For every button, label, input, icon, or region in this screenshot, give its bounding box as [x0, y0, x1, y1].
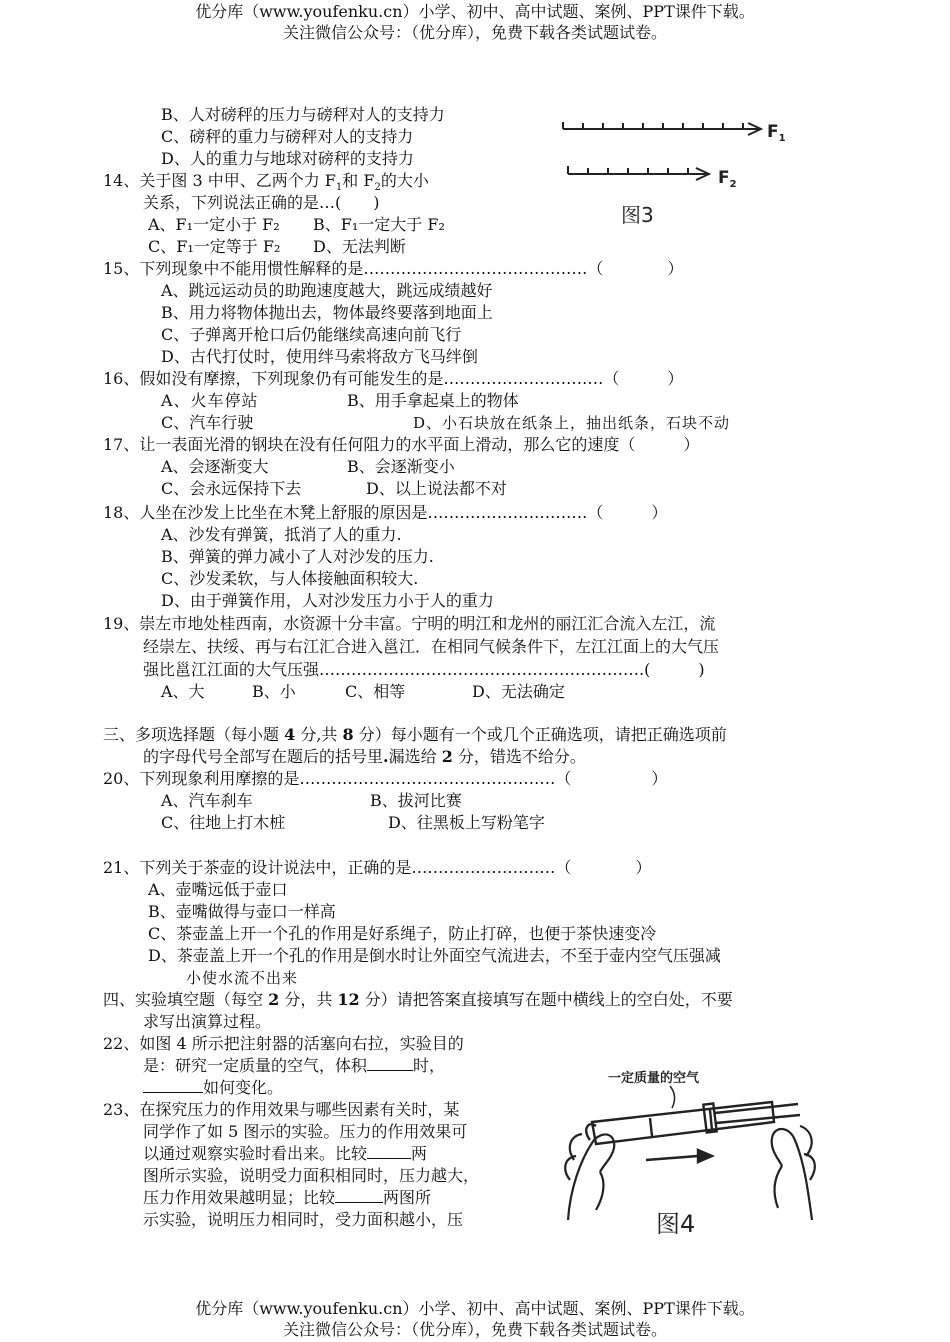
figure-3-caption: 图3	[621, 203, 654, 227]
q16-option-d: D、小石块放在纸条上，抽出纸条，石块不动	[413, 414, 731, 432]
q20-option-c: C、往地上打木桩	[161, 813, 286, 832]
q23-answer-blank-1[interactable]	[367, 1144, 411, 1159]
q19-stem-line-1: 19、崇左市地处桂西南，水资源十分丰富。宁明的明江和龙州的丽江汇合流入左江，流	[103, 614, 716, 633]
q15-stem: 15、下列现象中不能用惯性解释的是……………………………………（ ）	[103, 259, 684, 278]
q19-stem-line-3: 强比邕江江面的大气压强…………………………………………………….( )	[143, 660, 705, 679]
q18-option-a: A、沙发有弹簧，抵消了人的重力.	[161, 525, 402, 544]
q20-option-a: A、汽车刹车	[161, 791, 253, 810]
f1-label: $F_1$	[767, 122, 786, 144]
footer-line-2: 关注微信公众号：（优分库），免费下载各类试题试卷。	[282, 1320, 667, 1339]
q14-stem-line-1: 14、关于图 3 中甲、乙两个力 $F_1$和 $F_2$的大小	[103, 171, 429, 194]
q23-answer-blank-2[interactable]	[335, 1188, 383, 1203]
figure-4	[560, 1060, 820, 1240]
q19-option-c: C、相等	[345, 682, 406, 701]
q14-option-c: C、F₁一定等于 F₂	[148, 237, 281, 256]
q17-option-c: C、会永远保持下去	[161, 479, 302, 498]
q22-stem-line-2: 是：研究一定质量的空气，体积 时，	[143, 1056, 446, 1075]
left-hand	[565, 1134, 614, 1220]
syringe	[586, 1102, 800, 1144]
q23-stem-line-1: 23、在探究压力的作用效果与哪些因素有关时，某	[103, 1100, 460, 1119]
q15-option-b: B、用力将物体抛出去，物体最终要落到地面上	[161, 303, 493, 322]
q16-option-b: B、用手拿起桌上的物体	[347, 391, 519, 410]
q21-option-a: A、壶嘴远低于壶口	[148, 880, 288, 899]
q14-stem-line-2: 关系，下列说法正确的是…( )	[143, 193, 380, 212]
q22-answer-blank-1[interactable]	[367, 1056, 413, 1071]
section-3-heading-line-2: 的字母代号全部写在题后的括号里.漏选给 2 分，错选不给分。	[143, 747, 586, 766]
footer-line-1: 优分库（www.youfenku.cn）小学、初中、高中试题、案例、PPT课件下载。	[195, 1299, 755, 1318]
q19-option-d: D、无法确定	[472, 682, 565, 701]
q21-option-c: C、茶壶盖上开一个孔的作用是好系绳子，防止打碎，也便于茶快速变冷	[148, 924, 657, 943]
section-4-heading-line-1: 四、实验填空题（每空 2 分，共 12 分）请把答案直接填写在题中横线上的空白处，不要	[103, 990, 733, 1009]
q21-stem: 21、下列关于茶壶的设计说法中，正确的是………………………（ ）	[103, 858, 652, 877]
label-pointer	[670, 1086, 675, 1108]
q23-stem-line-6: 示实验，说明压力相同时，受力面积越小，压	[143, 1210, 464, 1229]
figure-4-top-label: 一定质量的空气	[608, 1071, 700, 1086]
q22-stem-line-1: 22、如图 4 所示把注射器的活塞向右拉，实验目的	[103, 1034, 464, 1053]
q22-stem-line-3: 如何变化。	[143, 1077, 283, 1099]
right-hand	[772, 1126, 815, 1220]
q20-stem: 20、下列现象利用摩擦的是…………………………………………（ ）	[103, 769, 668, 788]
q18-option-c: C、沙发柔软，与人体接触面积较大.	[161, 569, 419, 588]
q21-option-d-line-1: D、茶壶盖上开一个孔的作用是倒水时让外面空气流进去，不至于壶内空气压强减	[148, 946, 721, 965]
figure-3	[555, 112, 805, 232]
f2-label: $F_2$	[718, 168, 737, 190]
q20-option-b: B、拔河比赛	[370, 791, 462, 810]
q13-option-b: B、人对磅秤的压力与磅秤对人的支持力	[161, 105, 445, 124]
q21-option-d-line-2: 小使水流不出来	[186, 969, 299, 987]
header-line-1: 优分库（www.youfenku.cn）小学、初中、高中试题、案例、PPT课件下载。	[195, 2, 755, 21]
force-arrow-f1	[563, 122, 761, 135]
q23-stem-line-5: 压力作用效果越明显；比较 两图所	[143, 1188, 432, 1207]
q18-option-d: D、由于弹簧作用，人对沙发压力小于人的重力	[161, 591, 494, 610]
q17-option-a: A、会逐渐变大	[161, 457, 269, 476]
direction-arrow	[646, 1150, 712, 1162]
q18-stem: 18、人坐在沙发上比坐在木凳上舒服的原因是…………………………（ ）	[103, 503, 668, 522]
q15-option-d: D、古代打仗时，使用绊马索将敌方飞马绊倒	[161, 347, 478, 366]
q13-option-d: D、人的重力与地球对磅秤的支持力	[161, 149, 414, 168]
q18-option-b: B、弹簧的弹力减小了人对沙发的压力.	[161, 547, 434, 566]
q16-option-c: C、汽车行驶	[161, 413, 254, 432]
q19-option-b: B、小	[252, 682, 296, 701]
q15-option-a: A、跳远运动员的助跑速度越大，跳远成绩越好	[161, 281, 493, 300]
q17-option-b: B、会逐渐变小	[347, 457, 455, 476]
q19-option-a: A、大	[161, 682, 205, 701]
q16-stem: 16、假如没有摩擦，下列现象仍有可能发生的是…………………………（ ）	[103, 369, 684, 388]
q14-option-a: A、F₁一定小于 F₂	[148, 215, 280, 234]
figure-4-caption: 图4	[656, 1210, 696, 1238]
q14-option-d: D、无法判断	[313, 237, 406, 256]
header-line-2: 关注微信公众号：（优分库），免费下载各类试题试卷。	[282, 23, 667, 42]
q19-stem-line-2: 经崇左、扶绥、再与右江汇合进入邕江．在相同气候条件下，左江江面上的大气压	[143, 637, 720, 656]
q23-stem-line-4: 图所示实验，说明受力面积相同时，压力越大，	[143, 1166, 480, 1185]
q23-stem-line-3: 以通过观察实验时看出来。比较 两	[143, 1144, 428, 1163]
q21-option-b: B、壶嘴做得与壶口一样高	[148, 902, 336, 921]
q15-option-c: C、子弹离开枪口后仍能继续高速向前飞行	[161, 325, 462, 344]
q20-option-d: D、往黑板上写粉笔字	[388, 813, 545, 832]
q22-answer-blank-2[interactable]	[143, 1078, 203, 1093]
q16-option-a: A、火车停站	[161, 391, 259, 410]
q23-stem-line-2: 同学作了如 5 图示的实验。压力的作用效果可	[143, 1122, 468, 1141]
q13-option-c: C、磅秤的重力与磅秤对人的支持力	[161, 127, 414, 146]
force-arrow-f2	[568, 166, 709, 180]
q17-option-d: D、以上说法都不对	[366, 479, 507, 498]
q17-stem: 17、让一表面光滑的钢块在没有任何阻力的水平面上滑动，那么它的速度（ ）	[103, 435, 700, 454]
section-3-heading-line-1: 三、多项选择题（每小题 4 分,共 8 分）每小题有一个或几个正确选项，请把正确选项前	[103, 725, 727, 744]
q14-option-b: B、F₁一定大于 F₂	[313, 215, 445, 234]
section-4-heading-line-2: 求写出演算过程。	[143, 1012, 272, 1031]
